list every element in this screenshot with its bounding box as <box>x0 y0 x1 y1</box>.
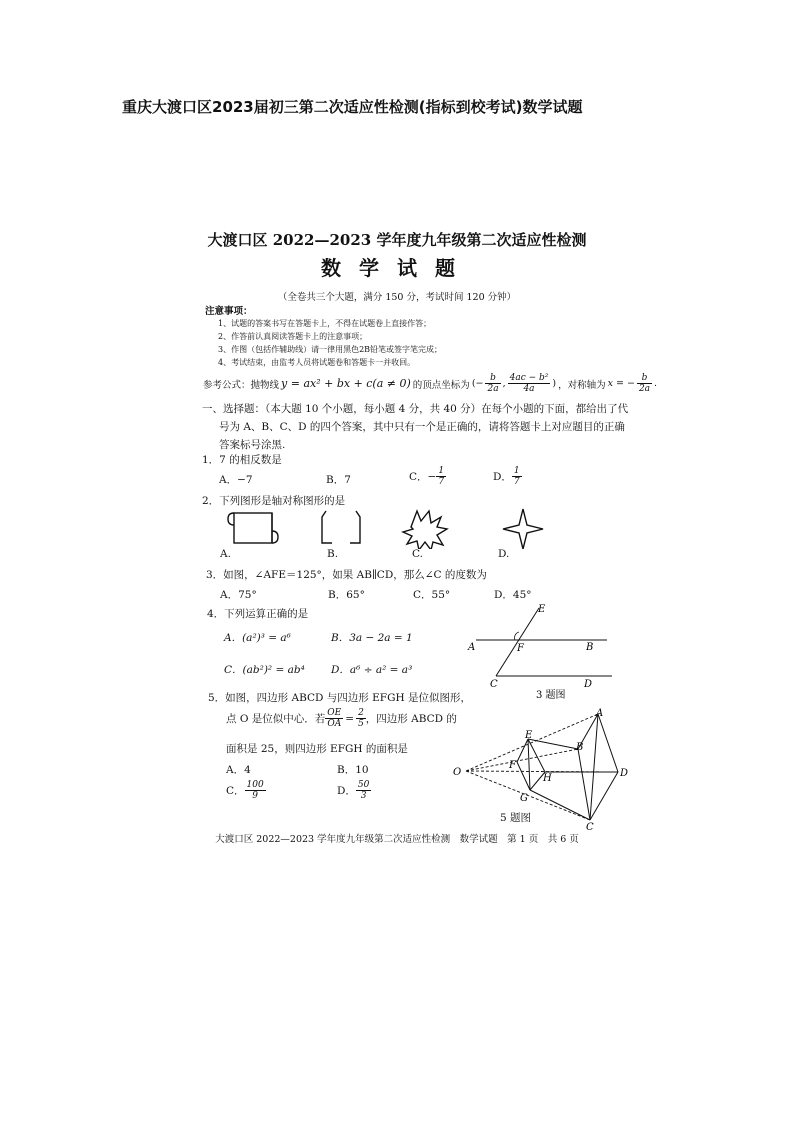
formula-mid: 的顶点坐标为 <box>412 379 470 391</box>
q2-figures <box>226 507 566 549</box>
point-e: E <box>525 730 533 741</box>
point-e: E <box>538 604 546 615</box>
q3-caption: 3 题图 <box>536 690 566 700</box>
point-a: A <box>468 642 476 653</box>
four-point-star-figure <box>503 509 543 549</box>
q1-option-a: A．−7 <box>219 474 253 486</box>
angle-arc <box>515 632 519 640</box>
q3-option-a: A．75° <box>220 589 257 601</box>
q3-option-d: D．45° <box>494 589 532 601</box>
exam-info: （全卷共三个大题，满分 150 分，考试时间 120 分钟） <box>277 292 517 303</box>
note-item: 2、作答前认真阅读答题卡上的注意事项； <box>218 332 368 341</box>
q5-option-d: D． $\frac{50}{3}$ <box>337 780 370 801</box>
point-c: C <box>586 822 594 832</box>
q1-option-c: C．− $\frac{1}{7}$ <box>409 466 445 487</box>
q4-option-a: A．(a²)³ = a⁶ <box>224 632 291 644</box>
q5-figure <box>450 702 640 832</box>
note-item: 3、作图（包括作辅助线）请一律用黑色2B铅笔或签字笔完成； <box>218 345 443 354</box>
q3-option-c: C．55° <box>413 589 451 601</box>
formula-equation: y = ax² + bx + c(a ≠ 0) <box>281 377 411 390</box>
quad-efgh <box>517 739 618 820</box>
exam-title: 大渡口区 2022—2023 学年度九年级第二次适应性检测 <box>207 231 587 249</box>
q3-stem: 3．如图，∠AFE＝125°，如果 AB∥CD，那么∠C 的度数为 <box>206 569 487 581</box>
q5-line3: 面积是 25，则四边形 EFGH 的面积是 <box>226 743 408 755</box>
point-f: F <box>517 643 524 654</box>
q5-caption: 5 题图 <box>500 812 532 824</box>
line-ce <box>496 608 539 676</box>
note-item: 1、试题的答案书写在答题卡上，不得在试题卷上直接作答； <box>218 319 432 328</box>
section1-line: 号为 A、B、C、D 的四个答案，其中只有一个是正确的，请将答题卡上对应题目的正确 <box>219 421 625 433</box>
section1-line: 答案标号涂黑. <box>219 439 286 451</box>
q2-label-b: B. <box>327 548 339 560</box>
q4-option-d: D．a⁶ ÷ a² = a³ <box>331 664 413 676</box>
q5-option-a: A．4 <box>226 764 251 776</box>
q5-option-c: C． $\frac{100}{9}$ <box>226 780 264 801</box>
point-h: H <box>543 773 552 784</box>
point-d: D <box>584 679 593 690</box>
formula-axis-text: ，对称轴为 <box>558 379 606 391</box>
q2-label-a: A. <box>220 548 231 560</box>
reference-formula: 参考公式：抛物线 y = ax² + bx + c(a ≠ 0) 的顶点坐标为 (− $\frac{b}{2a}$ , $\frac{\text{4ac − b²}}{4a}$ ) ，对称轴为 x = − $\frac{b}{2a}$ . <box>203 373 658 394</box>
q2-label-d: D. <box>498 548 510 560</box>
page-footer: 大渡口区 2022—2023 学年度九年级第二次适应性检测 数学试题 第 1 页 共 6 页 <box>215 834 579 845</box>
explosion-figure <box>403 511 447 549</box>
point-d: D <box>620 768 629 779</box>
notes-heading: 注意事项： <box>205 306 253 317</box>
point-a: A <box>596 708 604 719</box>
formula-vertex-open: (− <box>471 378 484 389</box>
q2-label-c: C. <box>412 548 423 560</box>
q1-option-d: D． $\frac{1}{7}$ <box>493 466 520 487</box>
note-item: 4、考试结束，由监考人员将试题卷和答题卡一并收回。 <box>218 358 416 367</box>
point-g: G <box>520 793 528 804</box>
scroll-figure <box>228 513 278 543</box>
q3-figure <box>462 600 624 700</box>
section1-line: 一、选择题：（本大题 10 个小题，每小题 4 分，共 40 分）在每个小题的下面，都给出了代 <box>202 403 629 415</box>
q5-option-b: B．10 <box>337 764 369 776</box>
point-b: B <box>586 642 594 653</box>
q1-stem: 1．7 的相反数是 <box>202 454 282 466</box>
document-title: 重庆大渡口区2023届初三第二次适应性检测(指标到校考试)数学试题 <box>122 98 583 116</box>
q1-option-b: B．7 <box>326 474 351 486</box>
q4-option-b: B．3a − 2a = 1 <box>331 632 413 644</box>
formula-prefix: 参考公式：抛物线 <box>203 379 280 391</box>
point-f: F <box>509 760 516 771</box>
fraction-axis-b-over-2a: $\frac{b}{2a}$ <box>638 373 651 394</box>
point-o: O <box>453 767 462 778</box>
point-c: C <box>490 679 498 690</box>
subject-title: 数学试题 <box>321 256 473 280</box>
fraction-4ac-b2-over-4a: $\frac{\text{4ac − b²}}{4a}$ <box>509 373 549 394</box>
q2-stem: 2．下列图形是轴对称图形的是 <box>202 495 346 507</box>
bracket-figure <box>322 511 360 543</box>
quad-abcd <box>578 714 618 820</box>
q3-option-b: B．65° <box>328 589 365 601</box>
point-b: B <box>576 742 584 753</box>
fraction-b-over-2a: $\frac{b}{2a}$ <box>487 373 499 394</box>
q5-line2: 点 O 是位似中心．若 $\frac{OE}{OA}$ = $\frac{2}{5}$ ，四边形 ABCD 的 <box>226 708 457 729</box>
q5-line1: 5．如图，四边形 ABCD 与四边形 EFGH 是位似图形， <box>208 692 471 704</box>
q4-option-c: C．(ab²)² = ab⁴ <box>224 664 305 676</box>
q4-stem: 4．下列运算正确的是 <box>207 608 309 620</box>
formula-axis-eq: x = − <box>607 378 635 389</box>
